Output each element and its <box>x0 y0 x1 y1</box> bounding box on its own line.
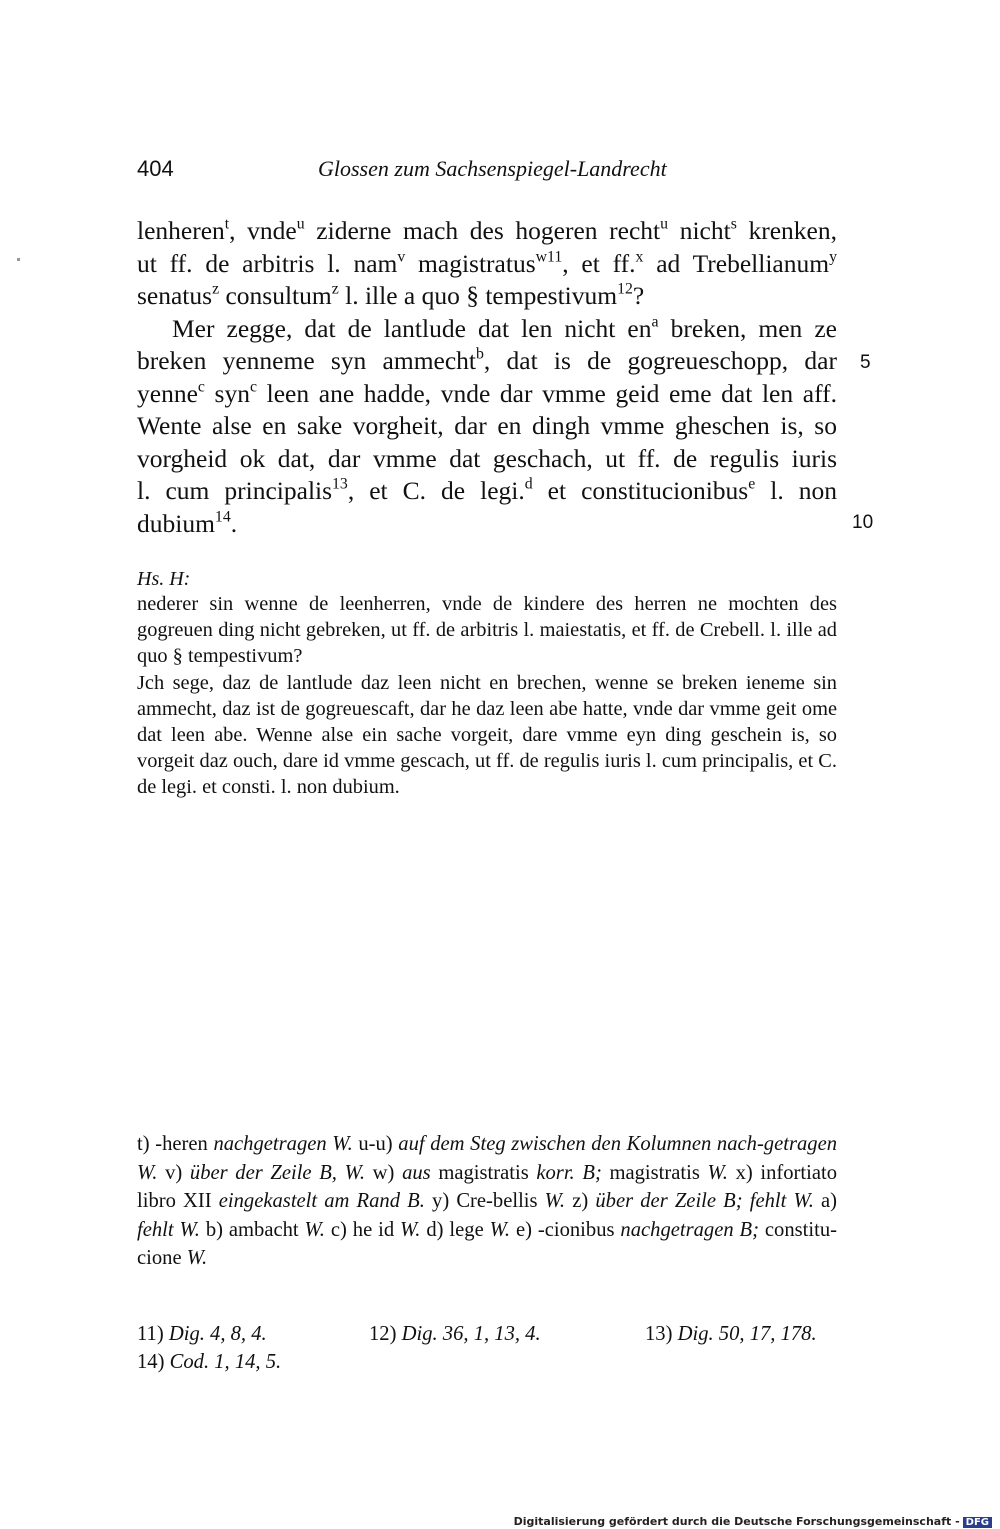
main-line-2: ut ff. de arbitris l. nam$^v$ magistratus$^{w11}$, et ff.$^x$ ad Trebellianum$^y$ <box>137 248 837 278</box>
main-line-9: l. cum principalis$^{13}$, et C. de legi.$^d$ et constitucionibus$^e$ l. non <box>137 475 837 505</box>
manuscript-label: Hs. H: <box>137 568 191 590</box>
running-title: Glossen zum Sachsenspiegel-Landrecht <box>318 156 667 181</box>
footnote-13: 13) Dig. 50, 17, 178. <box>645 1323 817 1345</box>
digitization-credit <box>514 1515 992 1528</box>
footnote-11: 11) Dig. 4, 8, 4. <box>137 1323 267 1345</box>
page-number: 404 <box>137 156 174 181</box>
footnote-row-1 <box>137 1320 837 1348</box>
main-line-7: Wente alse en sake vorgheit, dar en dingh vmme gheschen is, so <box>137 411 837 440</box>
line-number-10: 10 <box>852 512 874 533</box>
main-line-8: vorgheid ok dat, dar vmme dat geschach, ut ff. de regulis iuris <box>137 443 837 473</box>
main-text-block <box>137 215 837 540</box>
line-number-5: 5 <box>860 352 871 373</box>
main-line-10: dubium$^{14}$. <box>137 508 238 538</box>
scan-speck <box>17 258 20 261</box>
critical-apparatus: t) -heren nachgetragen W. u-u) auf dem Steg zwischen den Kolumnen nach-getragen W. v) über der Zeile B, W. w) aus magistratis korr. B; magistratis W. x) infortiato libro XII eingekastelt am Rand B. y) Cre-bellis W. z) über der Zeile B; fehlt W. a) fehlt W. b) ambacht W. c) he id W. d) lege W. e) -cionibus nachgetragen B; constitu-cione W. <box>137 1133 838 1270</box>
manuscript-para-1: nederer sin wenne de leenherren, vnde de kindere des herren ne mochten des gogreuen ding nicht gebreken, ut ff. de arbitris l. maiestatis, et ff. de Crebell. l. ille ad quo § tempestivum? <box>137 593 837 668</box>
main-line-6: yenne$^c$ syn$^c$ leen ane hadde, vnde dar vmme geid eme dat len aff. <box>137 378 837 408</box>
manuscript-variant-text <box>137 591 837 801</box>
main-line-1: lenheren$^t$, vnde$^u$ ziderne mach des hogeren recht$^u$ nicht$^s$ krenken, <box>137 215 837 245</box>
footnote-12: 12) Dig. 36, 1, 13, 4. <box>369 1323 541 1345</box>
credit-text: Digitalisierung gefördert durch die Deutsche Forschungsgemeinschaft - <box>513 1515 960 1528</box>
main-line-4: Mer zegge, dat de lantlude dat len nicht $en^a$ breken, men ze <box>172 313 837 343</box>
footnote-row-2 <box>137 1348 837 1376</box>
dfg-logo: DFG <box>963 1517 992 1528</box>
manuscript-para-2: Jch sege, daz de lantlude daz leen nicht en brechen, wenne se breken ieneme sin ammecht, daz ist de gogreuescaft, dar he daz leen abe hatte, vnde dar vmme geit ome dat leen abe. Wenne alse ein sache vorgeit, dare vmme eyn ding geschein is, so vorgeit daz ouch, dare id vmme gescach, ut ff. de regulis iuris l. cum principalis, et C. de legi. et consti. l. non dubium. <box>137 671 837 799</box>
source-footnotes <box>137 1320 837 1376</box>
main-line-5: breken yenneme syn ammecht$^b$, dat is de gogreueschopp, dar <box>137 345 837 375</box>
main-line-3: senatus$^z$ consultum$^z$ l. ille a quo § tempestivum$^{12}$? <box>137 280 645 310</box>
footnote-14: 14) Cod. 1, 14, 5. <box>137 1351 282 1373</box>
